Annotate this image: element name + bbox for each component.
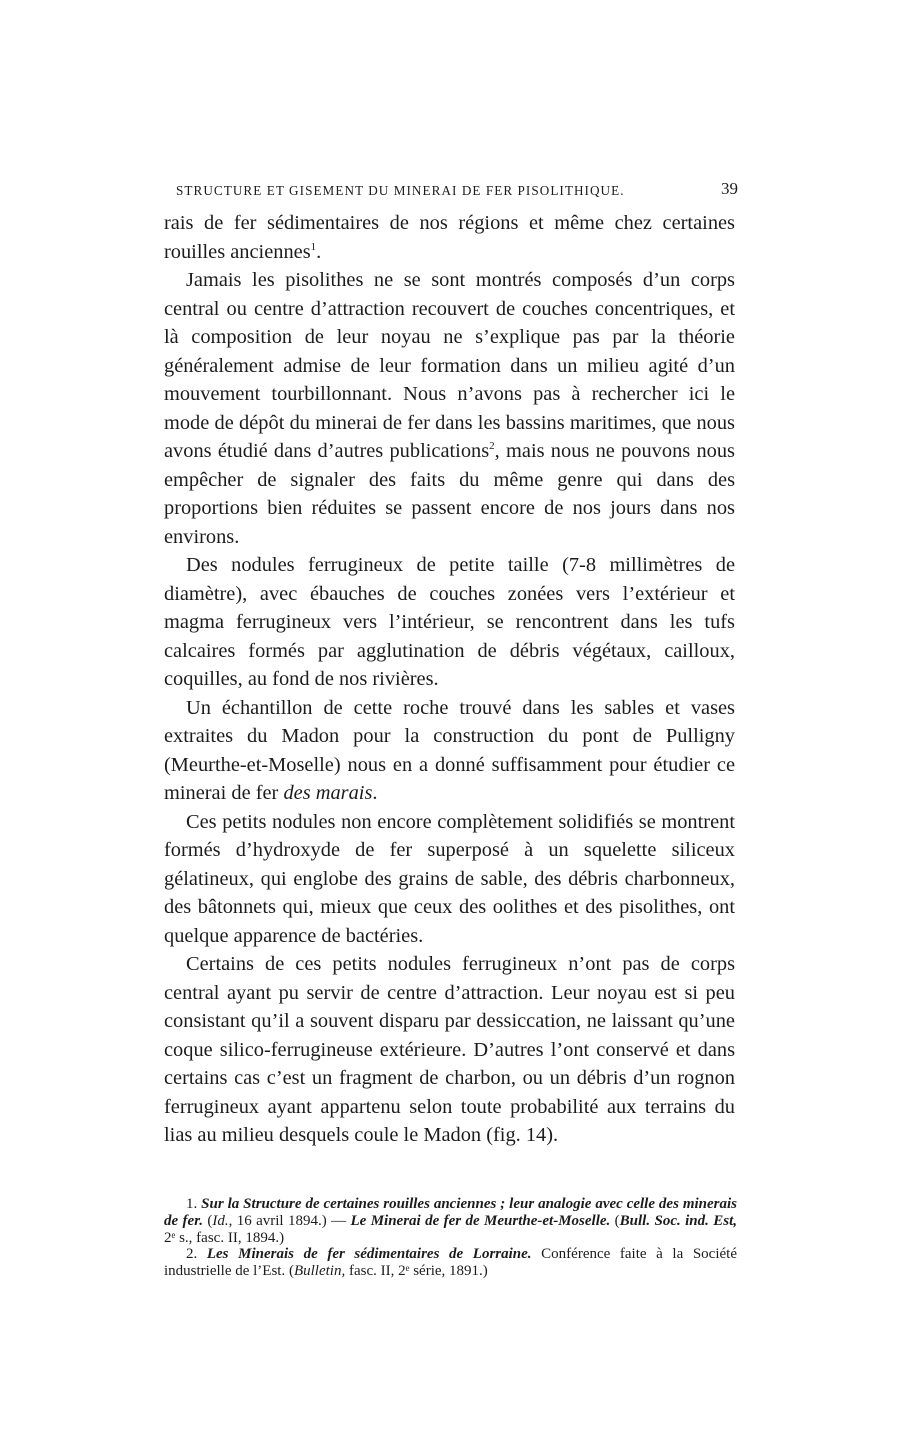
paragraph-4-text: Un échantillon de cette roche trouvé dans les sables et vases extraites du Madon pour la construction du pont de Pulligny (Meurthe-et-Moselle) nous en a donné suffisamment pour étudier ce minerai de fer [164, 696, 735, 804]
footnote-1-title2: Le Minerai de fer de Meurthe-et-Moselle. [350, 1212, 611, 1229]
footnotes [164, 1196, 737, 1280]
footnote-2-sep1: Conférence faite à la Société industrielle de l’Est. ( [164, 1246, 737, 1280]
page-number: 39 [721, 179, 738, 198]
footnote-1-title: Sur la Structure de certaines rouilles anciennes ; leur analogie avec celle des minerais de fer. [164, 1196, 738, 1229]
footnote-2-sep2: fasc. II, 2ᵉ série, 1891.) [345, 1263, 488, 1280]
paragraph-3: Des nodules ferrugineux de petite taille (7-8 millimètres de diamètre), avec ébauches de couches zonées vers l’extérieur et magma ferrugineux vers l’intérieur, se rencontrent dans les tufs calcaires formés par agglutination de débris végétaux, cailloux, coquilles, au fond de nos rivières. [164, 554, 735, 690]
footnote-2-title: Les Minerais de fer sédimentaires de Lorraine. [206, 1246, 532, 1263]
body-text [164, 209, 735, 1150]
paragraph-6: Certains de ces petits nodules ferrugineux n’ont pas de corps central ayant pu servir de centre d’attraction. Leur noyau est si peu consistant qu’il a souvent disparu par dessiccation, ne laissant qu’une coque silico-ferrugineuse extérieure. D’autres l’ont conservé et dans certains cas c’est un fragment de charbon, ou un débris d’un rognon ferrugineux ayant appartenu selon toute probabilité aux terrains du lias au milieu desquels coule le Madon (fig. 14). [164, 953, 735, 1146]
footnote-1-id: Id. [212, 1212, 229, 1229]
paragraph-4-emphasis: des marais [283, 782, 373, 804]
footnote-1-sep4: 2ᵉ s., fasc. II, 1894.) [164, 1229, 285, 1246]
footnote-1-number: 1. [186, 1196, 202, 1212]
footnote-1 [164, 1196, 737, 1246]
footnote-1-journal: Bull. Soc. ind. Est, [619, 1212, 738, 1229]
paragraph-2-end: , mais nous ne pouvons nous empêcher de signaler des faits du même genre qui dans des proportions bien réduites se passent encore de nos jours dans nos environs. [164, 440, 735, 548]
footnote-1-sep2: , 16 avril 1894.) — [228, 1212, 351, 1229]
footnote-ref-1[interactable]: 1 [310, 240, 317, 253]
paragraph-4 [164, 694, 735, 808]
running-title: STRUCTURE ET GISEMENT DU MINERAI DE FER PISOLITHIQUE. [176, 183, 625, 198]
footnote-ref-2[interactable]: 2 [489, 440, 495, 452]
paragraph-2-text: Jamais les pisolithes ne se sont montrés composés d’un corps central ou centre d’attraction recouvert de couches concentriques, et là composition de leur noyau ne s’explique pas par la théorie généralement admise de leur formation dans un milieu agité d’un mouvement tourbillonnant. Nous n’avons pas à rechercher ici le mode de dépôt du minerai de fer dans les bassins maritimes, que nous avons étudié dans d’autres publications [164, 269, 735, 462]
footnote-2 [164, 1246, 737, 1280]
paragraph-1 [164, 209, 735, 266]
paragraph-1-end: . [316, 240, 322, 263]
paragraph-4-end: . [372, 782, 378, 804]
paragraph-1-text: rais de fer sédimentaires de nos régions et même chez certaines rouilles anciennes [164, 212, 735, 263]
footnote-1-sep3: ( [610, 1212, 620, 1229]
footnote-1-sep1: ( [202, 1212, 213, 1229]
footnote-2-journal: Bulletin, [293, 1263, 346, 1280]
running-head [176, 179, 738, 200]
paragraph-5: Ces petits nodules non encore complètement solidifiés se montrent formés d’hydroxyde de fer superposé à un squelette siliceux gélatineux, qui englobe des grains de sable, des débris charbonneux, des bâtonnets qui, mieux que ceux des oolithes et des pisolithes, ont quelque apparence de bactéries. [164, 810, 735, 947]
footnote-2-number: 2. [186, 1246, 207, 1263]
paragraph-2 [164, 266, 735, 551]
